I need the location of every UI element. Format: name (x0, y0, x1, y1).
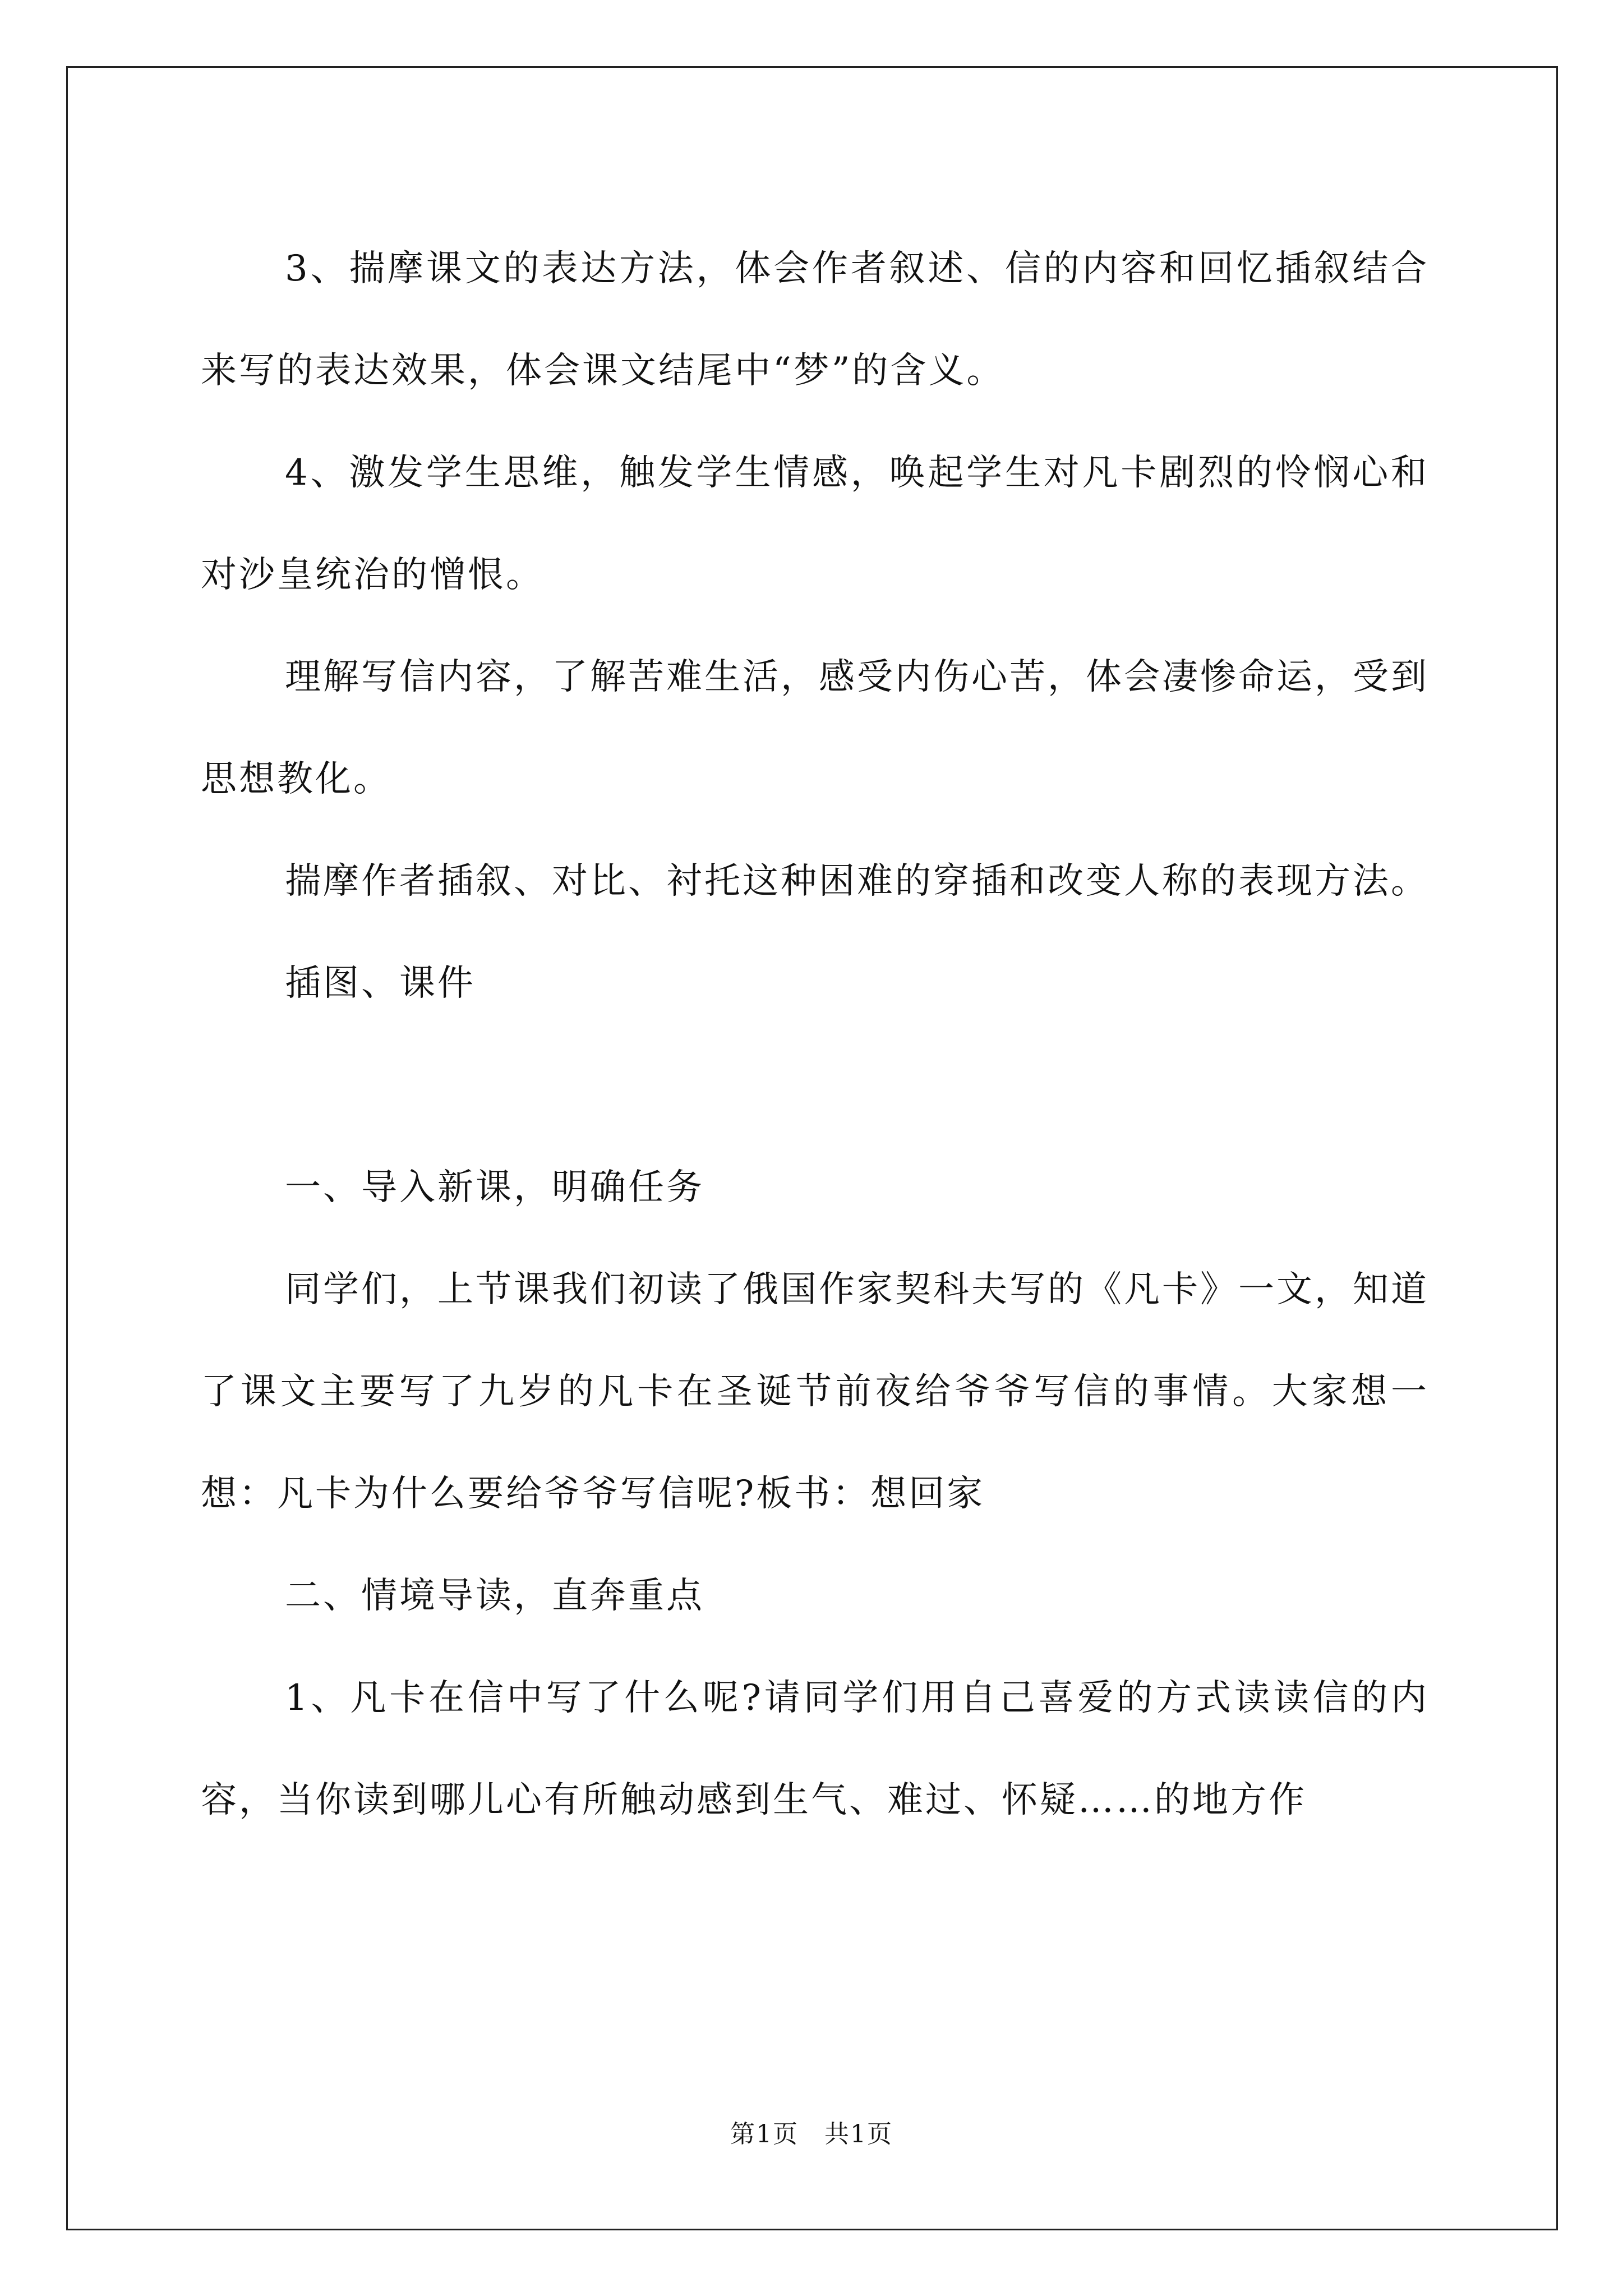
page-footer: 第1页 共1页 (730, 2120, 893, 2148)
paragraph: 3、揣摩课文的表达方法，体会作者叙述、信的内容和回忆插叙结合来写的表达效果，体会课文结尾中“梦”的含义。 (201, 248, 1429, 392)
section-heading: 二、情境导读，直奔重点 (285, 1575, 704, 1617)
paragraph: 1、凡卡在信中写了什么呢?请同学们用自己喜爱的方式读读信的内容，当你读到哪儿心有所触动感到生气、难过、怀疑……的地方作 (201, 1677, 1429, 1821)
paragraph: 理解写信内容，了解苦难生活，感受内伤心苦，体会凄惨命运，受到思想教化。 (201, 656, 1429, 800)
section-heading: 一、导入新课，明确任务 (285, 1167, 704, 1208)
paragraph: 揣摩作者插叙、对比、衬托这种困难的穿插和改变人称的表现方法。 (285, 861, 1429, 902)
document-body (201, 218, 1429, 1851)
paragraph: 同学们，上节课我们初读了俄国作家契科夫写的《凡卡》一文，知道了课文主要写了九岁的凡卡在圣诞节前夜给爷爷写信的事情。大家想一想：凡卡为什么要给爷爷写信呢?板书：想回家 (201, 1269, 1429, 1515)
blank-line (201, 1034, 1429, 1137)
paragraph: 4、激发学生思维，触发学生情感，唤起学生对凡卡剧烈的怜悯心和对沙皇统治的憎恨。 (201, 452, 1429, 596)
paragraph: 插图、课件 (285, 963, 476, 1004)
